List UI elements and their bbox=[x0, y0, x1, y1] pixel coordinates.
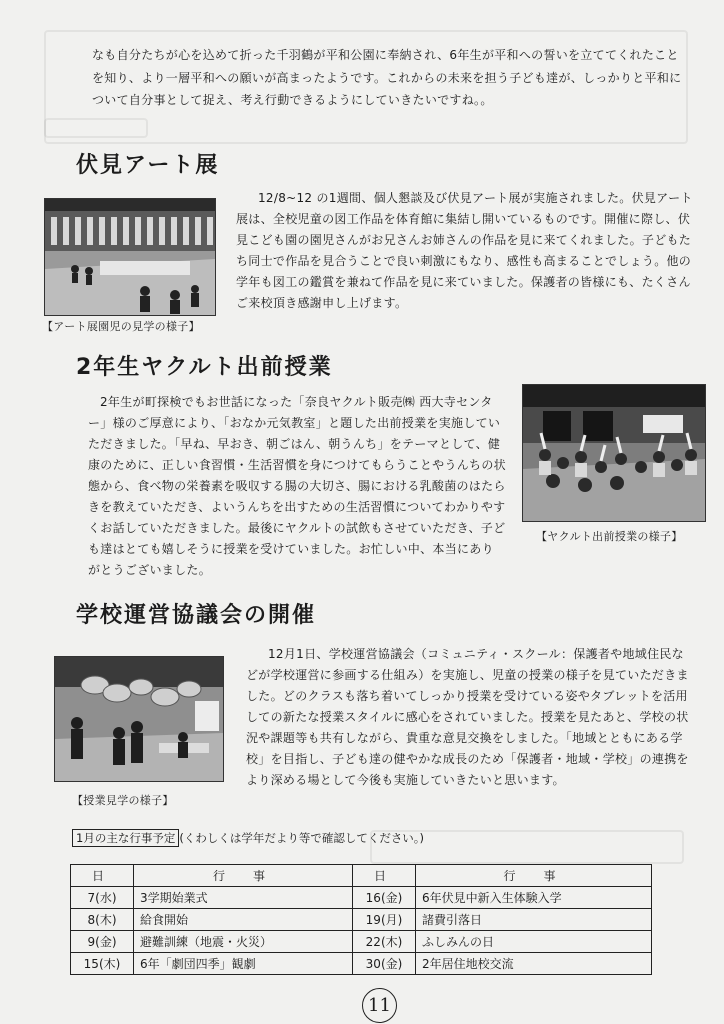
schedule-day: 16(金) bbox=[353, 887, 416, 909]
council-section-body: 12月1日、学校運営協議会（コミュニティ・スクール：保護者や地域住民などが学校運営に参画する仕組み）を実施し、児童の授業の様子を見ていただきました。どのクラスも落ち着いてしっかり授業を受けている姿やタブレットを活用しての新たな授業スタイルに感心をされていました。授業を見たあと、学校の状況や課題等も共有しながら、貴重な意見交換をしました。「地域とともにある学校」を目指し、子ども達の健やかな成長のため「保護者・地域・学校」の連携をより深める場として今後も実施していきたいと思います。 bbox=[246, 647, 689, 787]
schedule-day: 22(木) bbox=[353, 931, 416, 953]
page-number: 11 bbox=[362, 988, 397, 1023]
yakult-lesson-photo bbox=[522, 384, 706, 522]
art-photo-caption: 【アート展園児の見学の様子】 bbox=[42, 320, 200, 333]
schedule-event: 避難訓練（地震・火災） bbox=[134, 931, 353, 953]
schedule-day: 7(水) bbox=[71, 887, 134, 909]
schedule-title: 1月の主な行事予定 bbox=[72, 829, 179, 847]
yakult-photo-caption: 【ヤクルト出前授業の様子】 bbox=[536, 530, 683, 543]
schedule-event: 6年「劇団四季」観劇 bbox=[134, 953, 353, 975]
schedule-day: 8(木) bbox=[71, 909, 134, 931]
header-day-2: 日 bbox=[353, 865, 416, 887]
schedule-table bbox=[70, 864, 652, 975]
council-section-title: 学校運営協議会の開催 bbox=[76, 603, 317, 628]
schedule-event: 給食開始 bbox=[134, 909, 353, 931]
intro-paragraph: なも自分たちが心を込めて折った千羽鶴が平和公園に奉納され、6年生が平和への誓いを立ててくれたことを知り、より一層平和への願いが高まったようです。これからの未来を担う子ども達が、しっかりと平和について自分事として捉え、考え行動できるようにしていきたいですね。。 bbox=[92, 48, 682, 107]
schedule-row bbox=[71, 931, 652, 953]
header-day-1: 日 bbox=[71, 865, 134, 887]
header-event-1: 行 事 bbox=[134, 865, 353, 887]
schedule-header-row bbox=[71, 865, 652, 887]
yakult-section-body: 2年生が町探検でもお世話になった「奈良ヤクルト販売㈱ 西大寺センター」様のご厚意により、「おなか元気教室」と題した出前授業を実施していただきました。「早ね、早おき、朝ごはん、朝うんち」をテーマとして、健康のために、正しい食習慣・生活習慣を身につけてもらうことやうんちの状態から、食べ物の栄養素を吸収する腸の大切さ、腸における乳酸菌のはたらきを教えていただき、よいうんちを出すための生活習慣についてわかりやすくお話していただきました。最後にヤクルトの試飲もさせていただき、子ども達はとても嬉しそうに授業を受けていました。お忙しい中、本当にありがとうございました。 bbox=[88, 395, 506, 577]
art-exhibition-photo bbox=[44, 198, 216, 316]
schedule-day: 30(金) bbox=[353, 953, 416, 975]
yakult-section-title: 2年生ヤクルト出前授業 bbox=[76, 355, 333, 380]
art-section-body: 12/8~12 の1週間、個人懇談及び伏見アート展が実施されました。伏見アート展は、全校児童の図工作品を体育館に集結し開いているものです。開催に際し、伏見こども園の園児さんがお兄さんお姉さんの作品を見に来てくれました。子どもたち同士で作品を見合うことで良い刺激にもなり、感性も高まることでしょう。他の学年も図工の鑑賞を兼ねて作品を見に来ていました。保護者の皆様にも、たくさんご来校頂き感謝申し上げます。 bbox=[236, 191, 693, 310]
schedule-event: 3学期始業式 bbox=[134, 887, 353, 909]
schedule-event: 2年居住地校交流 bbox=[416, 953, 652, 975]
council-photo-caption: 【授業見学の様子】 bbox=[72, 794, 174, 807]
schedule-day: 19(月) bbox=[353, 909, 416, 931]
schedule-row bbox=[71, 887, 652, 909]
schedule-day: 9(金) bbox=[71, 931, 134, 953]
schedule-row bbox=[71, 953, 652, 975]
schedule-event: 諸費引落日 bbox=[416, 909, 652, 931]
schedule-row bbox=[71, 909, 652, 931]
bleed-through-box bbox=[44, 118, 148, 138]
header-event-2: 行 事 bbox=[416, 865, 652, 887]
council-visit-photo bbox=[54, 656, 224, 782]
schedule-day: 15(木) bbox=[71, 953, 134, 975]
schedule-event: 6年伏見中新入生体験入学 bbox=[416, 887, 652, 909]
schedule-event: ふしみんの日 bbox=[416, 931, 652, 953]
art-section-title: 伏見アート展 bbox=[76, 153, 220, 178]
schedule-note: (くわしくは学年だより等で確認してください。) bbox=[179, 831, 425, 845]
schedule-heading bbox=[72, 830, 424, 846]
